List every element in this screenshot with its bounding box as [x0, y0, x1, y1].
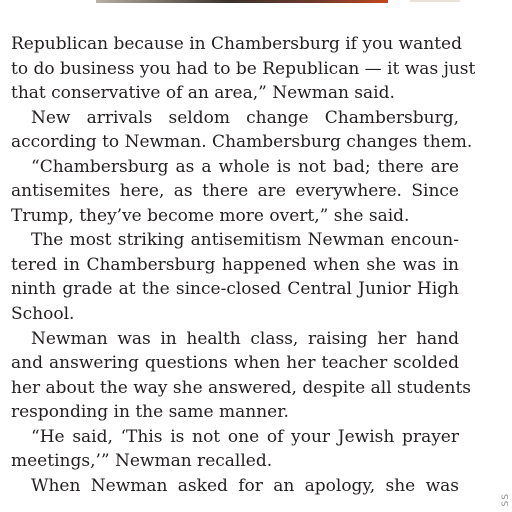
text-line: “Chambersburg as a whole is not bad; there are [31, 156, 459, 177]
photo-credit-fragment: SS [501, 492, 511, 506]
text-line: When Newman asked for an apology, she was [31, 475, 459, 496]
text-line: New arrivals seldom change Chambersburg, [31, 107, 459, 128]
text-line: Newman was in health class, raising her hand [31, 328, 459, 349]
text-line: ninth grade at the since-closed Central Junior High [11, 279, 459, 300]
text-line: “He said, ‘This is not one of your Jewish prayer [31, 426, 459, 447]
text-line: The most striking antisemitism Newman encoun- [31, 230, 459, 251]
article-body [11, 32, 476, 498]
text-line: Trump, they’ve become more overt,” she said. [11, 205, 410, 226]
top-photo-caption-edge [410, 0, 460, 2]
text-line: according to Newman. Chambersburg changes them. [11, 132, 473, 153]
text-line: to do business you had to be Republican — it was just [11, 58, 476, 79]
text-line: tered in Chambersburg happened when she was in [11, 254, 459, 275]
text-line: that conservative of an area,” Newman said. [11, 83, 395, 104]
top-photo-edge [96, 0, 388, 3]
text-line: Republican because in Chambersburg if you wanted [11, 34, 462, 54]
text-line: meetings,’” Newman recalled. [11, 451, 273, 472]
text-line: and answering questions when her teacher scolded [11, 353, 459, 374]
text-line: her about the way she answered, despite all students [11, 377, 471, 398]
text-line: antisemites here, as there are everywhere. Since [11, 181, 459, 202]
text-line: responding in the same manner. [11, 402, 289, 423]
text-line: School. [11, 304, 75, 325]
